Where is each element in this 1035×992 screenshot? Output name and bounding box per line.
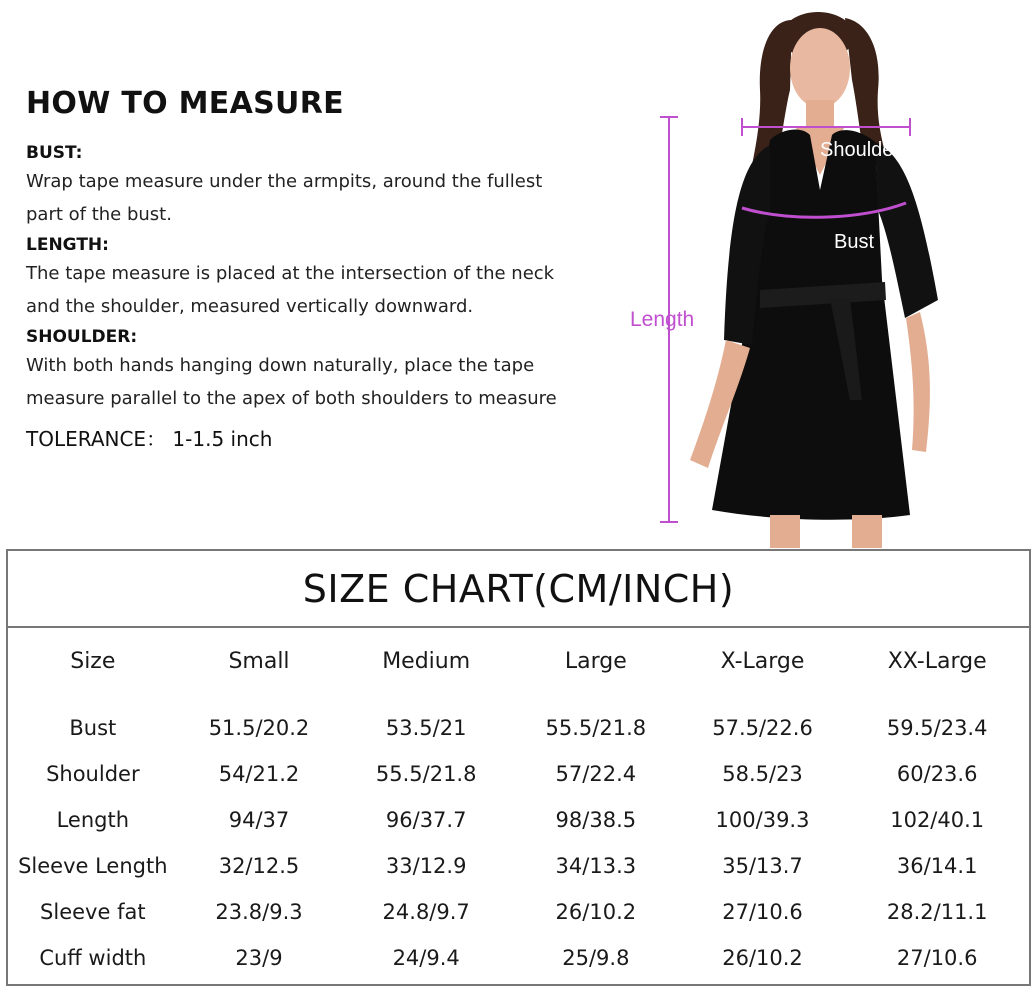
cell: 26/10.2 xyxy=(555,900,637,924)
cell: 94/37 xyxy=(228,808,290,832)
cell: 27/10.6 xyxy=(722,900,803,924)
how-to-measure-section xyxy=(26,86,626,472)
length-figure-label: Length xyxy=(630,308,695,331)
table-row xyxy=(8,935,1029,981)
bust-text-line-1: Wrap tape measure under the armpits, around the fullest xyxy=(26,171,543,192)
cell: 25/9.8 xyxy=(562,946,630,970)
model-face xyxy=(790,28,850,108)
row-label: Sleeve Length xyxy=(18,854,168,878)
row-label: Sleeve fat xyxy=(40,900,146,924)
header-xx-large: XX-Large xyxy=(887,649,987,674)
cell: 51.5/20.2 xyxy=(208,716,310,740)
size-chart-title: SIZE CHART(CM/INCH) xyxy=(8,551,1029,628)
how-to-measure-title: HOW TO MEASURE xyxy=(26,86,344,121)
length-label: LENGTH: xyxy=(26,235,109,255)
cell: 23/9 xyxy=(235,946,283,970)
length-text-line-1: The tape measure is placed at the intersection of the neck xyxy=(26,263,555,284)
table-row xyxy=(8,751,1029,797)
bust-label: BUST: xyxy=(26,143,83,163)
tolerance-text: TOLERANCE： 1-1.5 inch xyxy=(26,427,273,451)
cell: 26/10.2 xyxy=(722,946,803,970)
cell: 55.5/21.8 xyxy=(375,762,477,786)
cell: 36/14.1 xyxy=(896,854,978,878)
bust-text-line-2: part of the bust. xyxy=(26,204,172,225)
table-row xyxy=(8,797,1029,843)
cell: 35/13.7 xyxy=(722,854,803,878)
cell: 98/38.5 xyxy=(555,808,637,832)
cell: 59.5/23.4 xyxy=(886,716,988,740)
shoulder-label: SHOULDER: xyxy=(26,327,138,347)
bust-figure-label: Bust xyxy=(834,231,875,253)
cell: 57/22.4 xyxy=(555,762,637,786)
shoulder-figure-label: Shoulder xyxy=(820,139,901,161)
length-text-line-2: and the shoulder, measured vertically downward. xyxy=(26,296,474,317)
shoulder-text-line-2: measure parallel to the apex of both shoulders to measure xyxy=(26,388,557,409)
row-label: Shoulder xyxy=(46,762,140,786)
cell: 102/40.1 xyxy=(890,808,985,832)
size-chart xyxy=(6,549,1031,986)
header-medium: Medium xyxy=(382,649,471,674)
cell: 28.2/11.1 xyxy=(886,900,988,924)
cell: 33/12.9 xyxy=(385,854,467,878)
cell: 58.5/23 xyxy=(722,762,803,786)
cell: 100/39.3 xyxy=(715,808,810,832)
row-label: Length xyxy=(56,808,130,832)
row-label: Bust xyxy=(69,716,117,740)
cell: 57.5/22.6 xyxy=(712,716,813,740)
cell: 60/23.6 xyxy=(896,762,978,786)
model-illustration xyxy=(620,0,1035,548)
table-row xyxy=(8,705,1029,751)
cell: 34/13.3 xyxy=(555,854,637,878)
size-table xyxy=(8,645,1029,981)
header-large: Large xyxy=(564,649,627,674)
header-small: Small xyxy=(228,649,290,674)
cell: 24.8/9.7 xyxy=(382,900,470,924)
cell: 54/21.2 xyxy=(218,762,300,786)
table-row xyxy=(8,843,1029,889)
header-x-large: X-Large xyxy=(720,649,805,674)
header-size: Size xyxy=(70,649,116,674)
cell: 96/37.7 xyxy=(385,808,467,832)
cell: 27/10.6 xyxy=(896,946,978,970)
size-table-header-row xyxy=(8,645,1029,705)
shoulder-text-line-1: With both hands hanging down naturally, place the tape xyxy=(26,355,535,376)
cell: 32/12.5 xyxy=(218,854,300,878)
cell: 53.5/21 xyxy=(385,716,467,740)
cell: 55.5/21.8 xyxy=(545,716,647,740)
cell: 24/9.4 xyxy=(392,946,460,970)
table-row xyxy=(8,889,1029,935)
model-figure xyxy=(620,0,1035,548)
cell: 23.8/9.3 xyxy=(215,900,303,924)
row-label: Cuff width xyxy=(39,946,147,970)
